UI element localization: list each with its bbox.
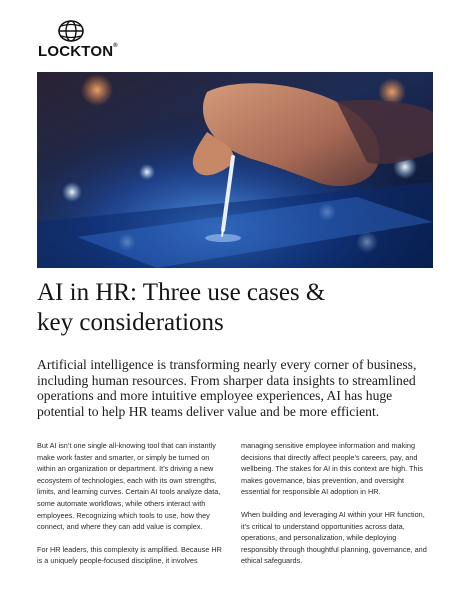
body-column-right: [241, 440, 433, 578]
lead-paragraph: Artificial intelligence is transforming nearly every corner of business, including human resources. From sharper data insights to streamlined operations and more intuitive employee experiences, AI has huge potential to help HR teams deliver value and be more efficient.: [37, 357, 417, 419]
brand-wordmark: LOCKTON®: [38, 43, 118, 60]
hero-image: [37, 72, 433, 268]
body-paragraph: For HR leaders, this complexity is amplified. Because HR is a uniquely people-focused discipline, it involves: [37, 544, 222, 566]
body-column-left: [37, 440, 229, 578]
article-title: AI in HR: Three use cases & key considerations: [37, 279, 326, 336]
body-paragraph: managing sensitive employee information and making decisions that directly affect people’s careers, pay, and wellbeing. The stakes for AI in this context are high. This makes governance, bias prevention, and oversight essential for responsible AI adoption in HR.: [241, 441, 423, 497]
body-paragraph: But AI isn’t one single all-knowing tool that can instantly make work faster and smarter, or simply be turned on within an organization or department. It’s driving a new ecosystem of technologies, each with its own strengths, limits, and learning curves. Certain AI tools analyze data, some automate workflows, while others interact with employees. Recognizing which tools to use, how they connect, and where they can add value is complex.: [37, 441, 221, 532]
hand-stylus-tablet-photo: [37, 72, 433, 268]
lockton-logo: [38, 20, 118, 62]
body-paragraph: When building and leveraging AI within your HR function, it’s critical to understand opportunities across data, operations, and personalization, while deploying responsibly through thoughtful planning, governance, and ethical safeguards.: [241, 509, 427, 566]
globe-icon: [58, 20, 84, 42]
